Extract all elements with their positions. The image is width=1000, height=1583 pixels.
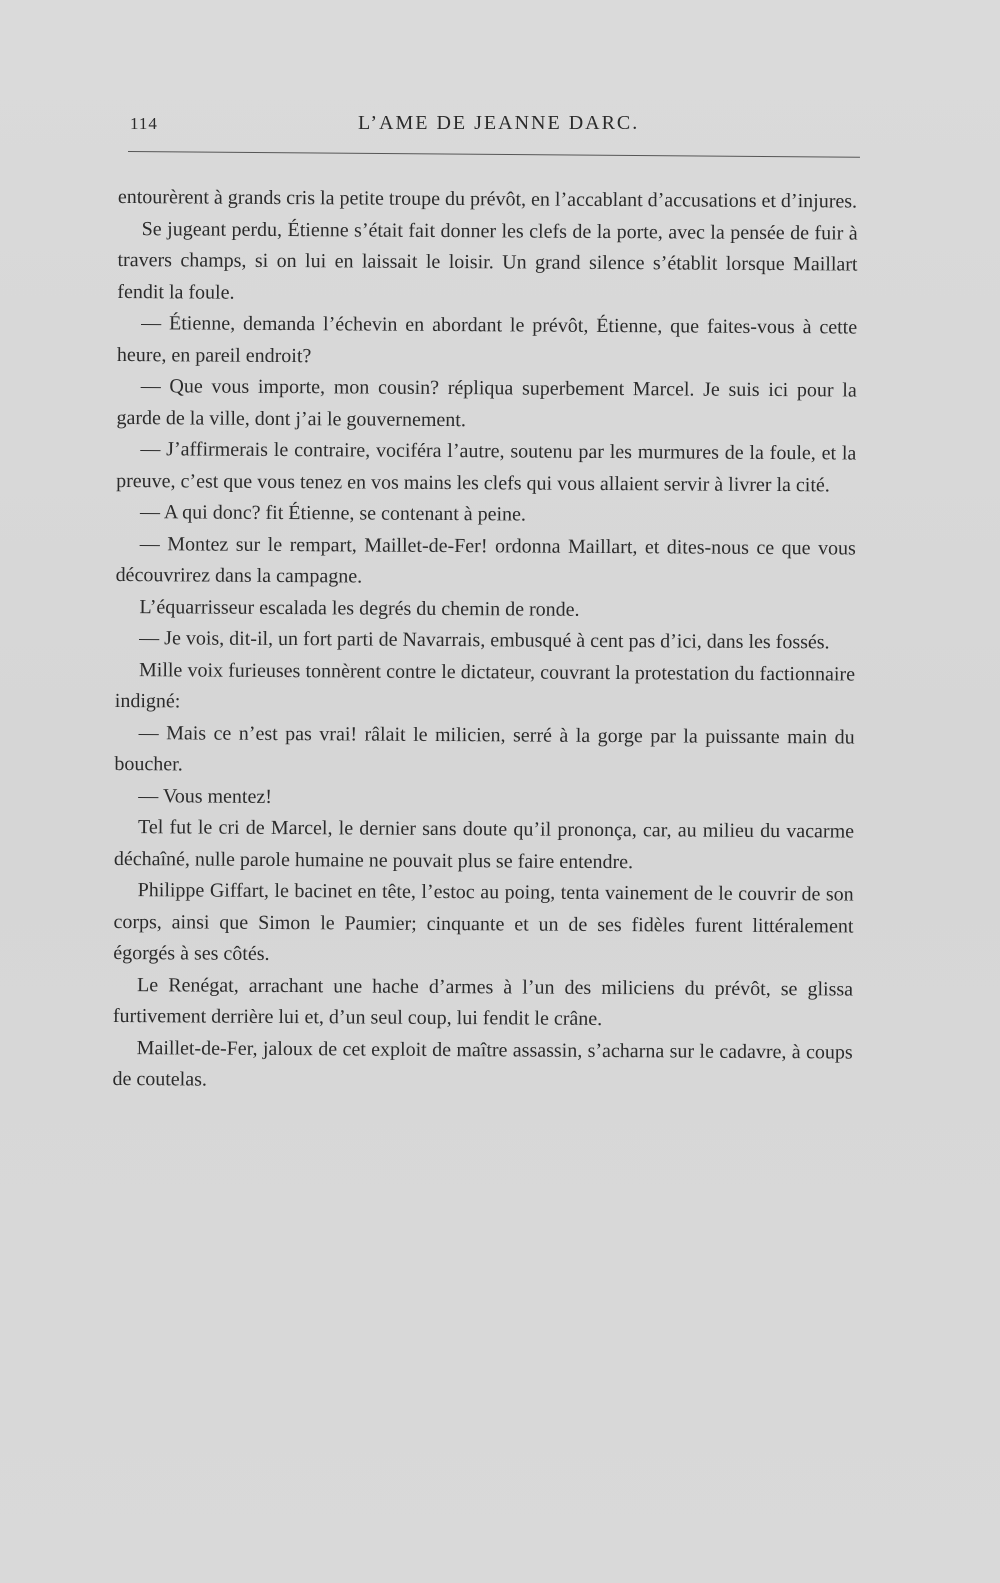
paragraph: — Étienne, demanda l’échevin en abordant le prévôt, Étienne, que faites-vous à cette heure, en pareil endroit? — [116, 312, 858, 367]
paragraph: Tel fut le cri de Marcel, le dernier sans doute qu’il prononça, car, au milieu du vacarme déchaîné, nulle parole humaine ne pouvait plus se faire entendre. — [113, 816, 855, 873]
page-number: 114 — [130, 114, 158, 133]
header-rule — [128, 151, 860, 158]
paragraph: Le Renégat, arrachant une hache d’armes à l’un des miliciens du prévôt, se glissa furtivement derrière lui et, d’un seul coup, lui fendit le crâne. — [112, 973, 854, 1030]
paragraph: L’équarrisseur escalada les degrés du chemin de ronde. — [139, 595, 580, 621]
paragraph: — A qui donc? fit Étienne, se contenant à peine. — [139, 501, 527, 526]
paragraph: Se jugeant perdu, Étienne s’était fait donner les clefs de la porte, avec la pensée de fuir à travers champs, si on lui en laissait le loisir. Un grand silence s’établit lorsque Maillart fendit la foule. — [117, 217, 858, 304]
paragraph: entourèrent à grands cris la petite troupe du prévôt, en l’accablant d’accusations et d’injures. — [117, 185, 858, 213]
paragraph: — Je vois, dit-il, un fort parti de Navarrais, embusqué à cent pas d’ici, dans les fossés. — [139, 627, 830, 654]
paragraph: Maillet-de-Fer, jaloux de cet exploit de maître assassin, s’acharna sur le cadavre, à coups de coutelas. — [112, 1036, 853, 1091]
paragraph: — Mais ce n’est pas vrai! râlait le milicien, serré à la gorge par la puissante main du boucher. — [114, 721, 855, 776]
running-title: L’AME DE JEANNE DARC. — [358, 112, 640, 134]
paragraph: — Vous mentez! — [138, 784, 273, 808]
paragraph: — J’affirmerais le contraire, vociféra l’autre, soutenu par les murmures de la foule, et la preuve, c’est que vous tenez en vos mains les clefs qui vous allaient servir à livrer la cité. — [116, 438, 857, 496]
paragraph: — Que vous importe, mon cousin? répliqua superbement Marcel. Je suis ici pour la garde de la ville, dont j’ai le gouvernement. — [116, 375, 857, 431]
paragraph: — Montez sur le rempart, Maillet-de-Fer! ordonna Maillart, et dites-nous ce que vous découvrirez dans la campagne. — [115, 532, 856, 588]
paragraph: Mille voix furieuses tonnèrent contre le dictateur, couvrant la protestation du factionnaire indigné: — [114, 658, 856, 713]
paragraph: Philippe Giffart, le bacinet en tête, l’estoc au poing, tenta vainement de le couvrir de son corps, ainsi que Simon le Paumier; cinquante et un de ses fidèles furent littéralement égorgés à ses côtés. — [113, 879, 854, 965]
body-text — [112, 182, 858, 1100]
page-header — [130, 112, 850, 142]
